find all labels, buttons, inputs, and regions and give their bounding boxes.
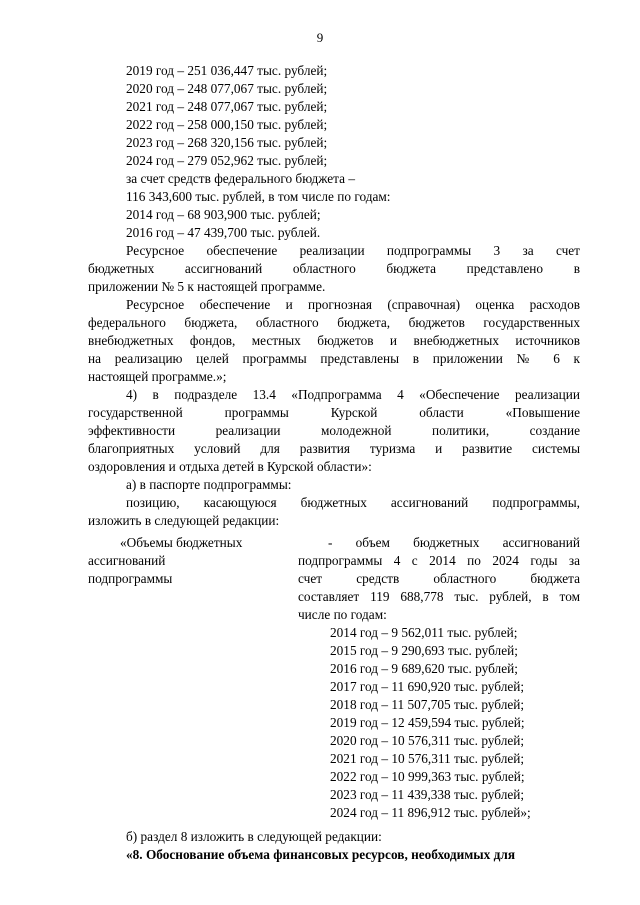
list-item: 2017 год – 11 690,920 тыс. рублей; [330,679,525,694]
list-item: 2018 год – 11 507,705 тыс. рублей; [330,697,525,712]
paragraph-position [88,494,580,530]
paragraph-line: внебюджетных фондов, местных бюджетов и внебюджетных источников [88,333,580,348]
federal-funds-line: за счет средств федерального бюджета – [126,171,355,186]
paragraph-line: государственной программы Курской области «Повышение [88,405,580,420]
table-value-line: составляет 119 688,778 тыс. рублей, в том [298,589,580,604]
list-item: 2024 год – 279 052,962 тыс. рублей; [126,153,328,168]
budget-table-label [88,534,298,822]
list-item: 2020 год – 248 077,067 тыс. рублей; [126,81,328,96]
item-a: а) в паспорте подпрограммы: [126,477,292,492]
paragraph-line: позицию, касающуюся бюджетных ассигнований подпрограммы, [126,495,580,510]
paragraph-line: федерального бюджета, областного бюджета, бюджетов государственных [88,315,580,330]
list-item: 2019 год – 12 459,594 тыс. рублей; [330,715,525,730]
years-list-a [88,62,580,170]
paragraph-line: на реализацию целей программы представлены в приложении № 6 к [88,351,580,366]
table-label-line: подпрограммы [88,571,173,586]
table-value-line: счет средств областного бюджета [298,571,580,586]
list-item: 2014 год – 68 903,900 тыс. рублей; [126,207,321,222]
list-item: 2014 год – 9 562,011 тыс. рублей; [330,625,518,640]
table-label-line: ассигнований [88,553,166,568]
list-item: 2020 год – 10 576,311 тыс. рублей; [330,733,525,748]
paragraph-item-4 [88,386,580,476]
paragraph-line: Ресурсное обеспечение и прогнозная (справочная) оценка расходов [126,297,580,312]
paragraph-line: изложить в следующей редакции: [88,513,280,528]
table-value-line: подпрограммы 4 с 2014 по 2024 годы за [298,553,580,568]
list-item: 2024 год – 11 896,912 тыс. рублей»; [330,805,531,820]
paragraph-line: эффективности реализации молодежной политики, создание [88,423,580,438]
page-number: 9 [316,30,324,45]
paragraph-line: Ресурсное обеспечение реализации подпрограммы 3 за счет [126,243,580,258]
list-item: 2019 год – 251 036,447 тыс. рублей; [126,63,328,78]
section-8-heading: «8. Обоснование объема финансовых ресурсов, необходимых для [126,847,516,862]
list-item: 2022 год – 10 999,363 тыс. рублей; [330,769,525,784]
list-item: 2015 год – 9 290,693 тыс. рублей; [330,643,518,658]
list-item: 2021 год – 248 077,067 тыс. рублей; [126,99,328,114]
table-label-line: «Объемы бюджетных [120,535,243,550]
years-list-b [88,206,580,242]
list-item: 2021 год – 10 576,311 тыс. рублей; [330,751,525,766]
federal-funds-total: 116 343,600 тыс. рублей, в том числе по годам: [126,189,391,204]
paragraph-line: настоящей программе.»; [88,369,227,384]
paragraph-line: бюджетных ассигнований областного бюджета представлено в [88,261,580,276]
table-value-line: числе по годам: [298,607,387,622]
budget-table-value [298,534,580,822]
table-value-line: - объем бюджетных ассигнований [328,535,580,550]
paragraph-line: 4) в подразделе 13.4 «Подпрограмма 4 «Обеспечение реализации [126,387,580,402]
paragraph-subprogram-3 [88,242,580,296]
list-item: 2023 год – 11 439,338 тыс. рублей; [330,787,525,802]
table-years-list [298,624,580,822]
paragraph-line: благоприятных условий для развития туризма и развитие системы [88,441,580,456]
document-body [88,62,580,864]
list-item: 2016 год – 9 689,620 тыс. рублей; [330,661,518,676]
paragraph-line: приложении № 5 к настоящей программе. [88,279,326,294]
paragraph-line: оздоровления и отдыха детей в Курской области»: [88,459,372,474]
item-b: б) раздел 8 изложить в следующей редакции: [126,829,382,844]
list-item: 2016 год – 47 439,700 тыс. рублей. [126,225,321,240]
paragraph-resources [88,296,580,386]
list-item: 2023 год – 268 320,156 тыс. рублей; [126,135,328,150]
budget-table [88,534,580,822]
list-item: 2022 год – 258 000,150 тыс. рублей; [126,117,328,132]
